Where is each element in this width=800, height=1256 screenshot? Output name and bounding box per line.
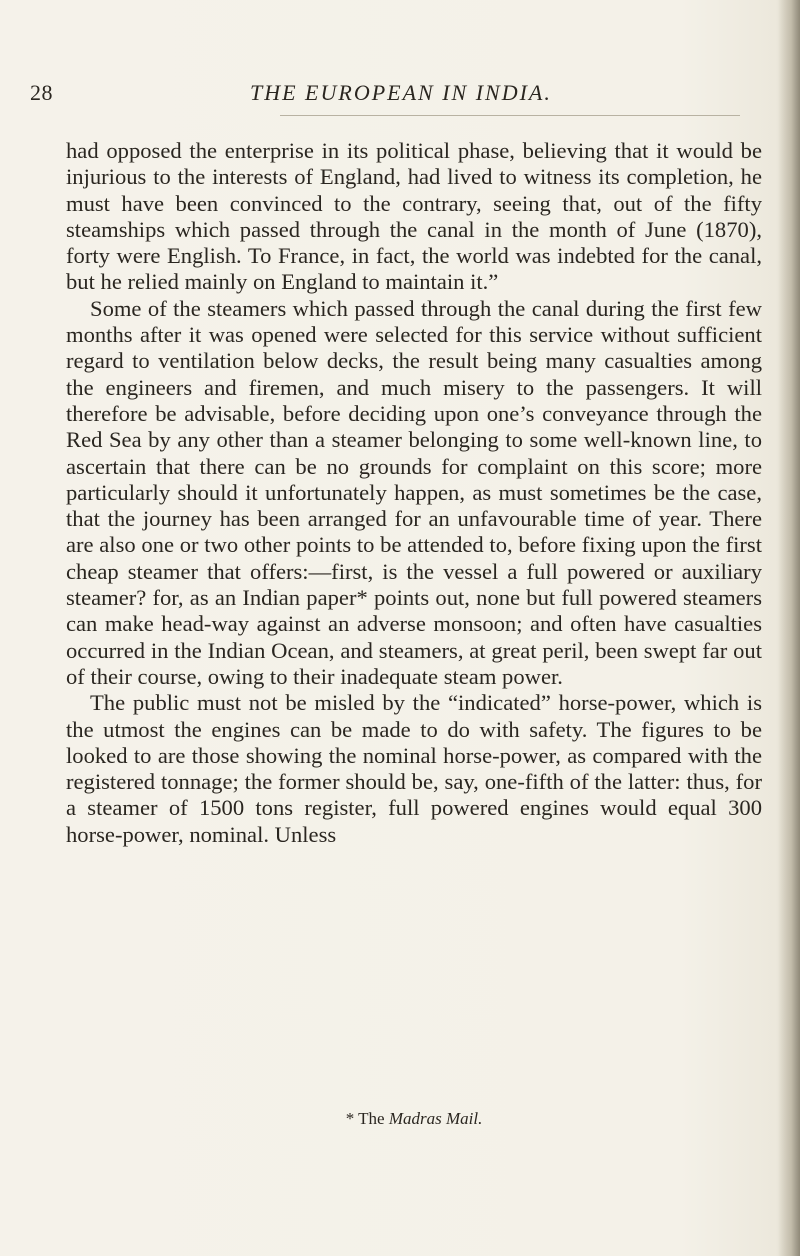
- running-title: THE EUROPEAN IN INDIA.: [250, 80, 552, 105]
- header-rule: [280, 115, 740, 116]
- paragraph-horse-power: The public must not be misled by the “indicated” horse-power, which is the utmost the engines can be made to do with safety. The figures to be looked to are those showing the nominal horse-power, as compared with the registered tonnage; the former should be, say, one-fifth of the latter: thus, for a steamer of 1500 tons register, full powered engines would equal 300 horse-power, nominal. Unless: [66, 690, 762, 847]
- footnote-marker: * The: [345, 1109, 385, 1128]
- body-text: [66, 138, 762, 848]
- page-edge-shadow: [778, 0, 800, 1256]
- page-number: 28: [30, 80, 53, 105]
- footnote: [66, 1108, 762, 1130]
- paragraph-continuation: had opposed the enterprise in its political phase, believing that it would be injurious to the interests of England, had lived to witness its completion, he must have been convinced to the contrary, seeing that, out of the fifty steamships which passed through the canal in the month of June (1870), forty were English. To France, in fact, the world was indebted for the canal, but he relied mainly on England to maintain it.”: [66, 138, 762, 295]
- paragraph-steamers: Some of the steamers which passed through the canal during the first few months after it was opened were selected for this service without sufficient regard to ventilation below decks, the result being many casualties among the engineers and firemen, and much misery to the passengers. It will therefore be advisable, before deciding upon one’s conveyance through the Red Sea by any other than a steamer belonging to some well-known line, to ascertain that there can be no grounds for complaint on this score; more particularly should it unfortunately happen, as must sometimes be the case, that the journey has been arranged for an unfavourable time of year. There are also one or two other points to be attended to, before fixing upon the first cheap steamer that offers:—first, is the vessel a full powered or auxiliary steamer? for, as an Indian paper* points out, none but full powered steamers can make head-way against an adverse monsoon; and often have casualties occurred in the Indian Ocean, and steamers, at great peril, been swept far out of their course, owing to their inadequate steam power.: [66, 295, 762, 689]
- page-header: [0, 78, 800, 108]
- footnote-source: Madras Mail.: [388, 1109, 483, 1128]
